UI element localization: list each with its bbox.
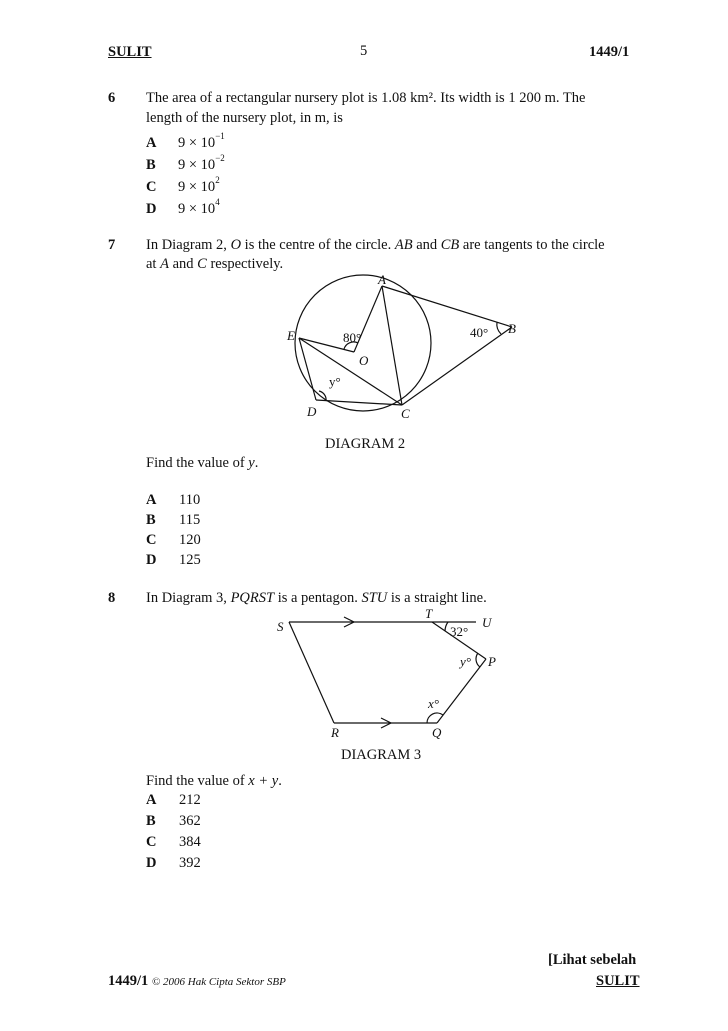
angle-label-p: y° — [460, 654, 471, 669]
label-a: A — [378, 272, 386, 287]
option-value: 392 — [179, 855, 201, 871]
label-b: B — [508, 321, 516, 336]
angle-arc-t — [445, 622, 448, 631]
diagram-3-caption: DIAGRAM 3 — [341, 747, 422, 763]
option-value: 120 — [179, 532, 201, 548]
option-letter: D — [146, 201, 157, 217]
label-p: P — [488, 654, 496, 669]
option-letter: D — [146, 552, 157, 568]
angle-label-t: 32° — [450, 624, 469, 639]
diagram-2-caption: DIAGRAM 2 — [325, 436, 406, 452]
footer-turn-over: [Lihat sebelah — [548, 952, 637, 968]
footer-sulit: SULIT — [596, 973, 640, 989]
q8-find: Find the value of x + y. — [146, 773, 282, 789]
page-number: 5 — [360, 43, 368, 59]
q7-text-line2: at A and C respectively. — [146, 256, 284, 272]
option-letter: A — [146, 792, 157, 808]
q6-text-line2: length of the nursery plot, in m, is — [146, 110, 343, 126]
q8-text-line1: In Diagram 3, PQRST is a pentagon. STU is a straight line. — [146, 590, 487, 606]
option-letter: D — [146, 855, 157, 871]
option-value: $9 \times 10^2$ — [178, 175, 220, 195]
label-q: Q — [432, 725, 442, 740]
option-letter: B — [146, 157, 156, 173]
option-value: 125 — [179, 552, 201, 568]
label-d: D — [307, 404, 317, 419]
option-value: 212 — [179, 792, 201, 808]
label-r: R — [331, 725, 339, 740]
label-o: O — [359, 353, 369, 368]
q6-text-line1: The area of a rectangular nursery plot is 1.08 km². Its width is 1 200 m. The — [146, 90, 586, 106]
q7-text-line1: In Diagram 2, O is the centre of the circle. AB and CB are tangents to the circle — [146, 237, 605, 253]
header-code: 1449/1 — [589, 44, 630, 60]
option-letter: A — [146, 135, 157, 151]
option-value: 115 — [179, 512, 201, 528]
option-letter: B — [146, 512, 156, 528]
label-u: U — [482, 615, 492, 630]
footer-left: 1449/1 © 2006 Hak Cipta Sektor SBP — [108, 973, 286, 989]
q7-number: 7 — [108, 237, 116, 253]
q7-find: Find the value of y. — [146, 455, 259, 471]
q6-number: 6 — [108, 90, 116, 106]
angle-label-o: 80° — [343, 330, 362, 345]
option-value: $9 \times 10^4$ — [178, 197, 220, 217]
label-e: E — [287, 328, 295, 343]
angle-label-q: x° — [428, 696, 439, 711]
side-rs — [289, 622, 334, 723]
option-letter: B — [146, 813, 156, 829]
q8-number: 8 — [108, 590, 116, 606]
label-t: T — [425, 606, 433, 621]
option-value: $9 \times 10^{-1}$ — [178, 131, 225, 151]
option-value: 110 — [179, 492, 201, 508]
header-sulit: SULIT — [108, 44, 152, 60]
label-c: C — [401, 406, 410, 421]
option-letter: C — [146, 179, 157, 195]
option-value: 362 — [179, 813, 201, 829]
option-letter: A — [146, 492, 157, 508]
option-value: $9 \times 10^{-2}$ — [178, 153, 225, 173]
label-s: S — [277, 619, 284, 634]
option-value: 384 — [179, 834, 201, 850]
option-letter: C — [146, 834, 157, 850]
option-letter: C — [146, 532, 157, 548]
angle-label-b: 40° — [470, 325, 489, 340]
angle-label-d: y° — [329, 374, 341, 389]
